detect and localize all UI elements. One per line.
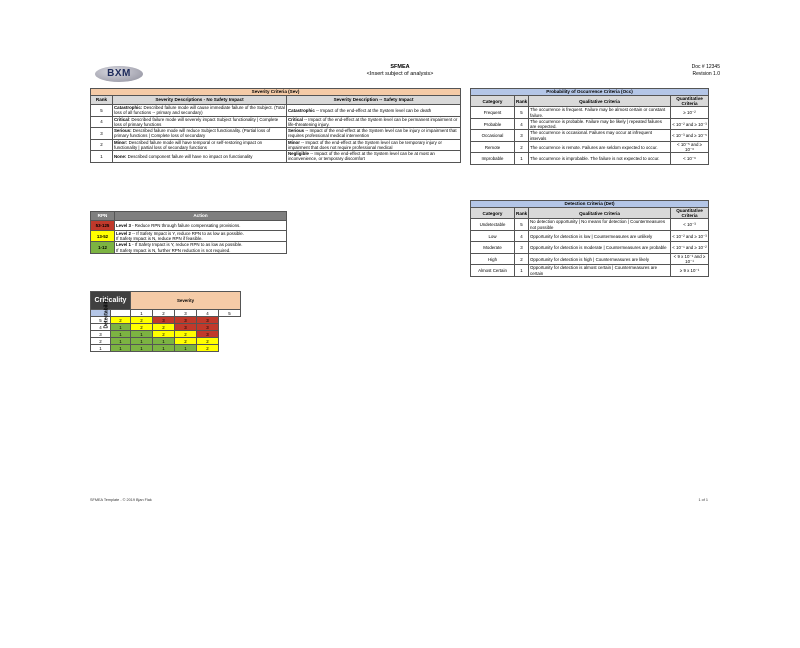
occurrence-row [471,107,709,119]
severity-term: None: [114,153,127,159]
doc-number: Doc # 12345 [691,64,720,70]
detection-title: Detection Criteria (Det) [471,201,709,208]
occurrence-category: Improbable [471,153,515,165]
severity-rows [91,105,461,163]
criticality-cell: 3 [175,317,197,324]
occurrence-rank: 5 [515,107,529,119]
footer-copyright: SFMEA Template - © 2019 Bjan Flak [90,498,152,502]
criticality-cell: 2 [153,324,175,331]
detection-table [470,200,709,277]
occurrence-col-qual: Qualitative Criteria [529,96,671,107]
severity-term: Minor [288,139,300,145]
severity-row [91,128,461,140]
severity-col-number: 5 [219,310,241,317]
criticality-cell: 1 [131,345,153,352]
rpn-col-rpn: RPN [91,212,115,221]
occurrence-category: Occasional [471,130,515,142]
severity-no-safety-desc [113,151,287,163]
document-subtitle: <Insert subject of analysis> [366,71,434,77]
detection-category: Almost Certain [471,265,515,277]
criticality-title: Criticality [91,292,131,310]
detection-quantitative: < 9 x 10⁻¹ and ≥ 10⁻¹ [671,253,709,265]
criticality-rows [91,317,241,352]
criticality-cell: 2 [111,317,131,324]
criticality-cell: 1 [111,345,131,352]
occurrence-rank: 4 [515,118,529,130]
severity-col-rank: Rank [91,96,113,105]
severity-no-safety-desc [113,128,287,140]
detection-category: High [471,253,515,265]
severity-term: Minor: [114,139,128,145]
rpn-action [115,231,287,242]
severity-term: Catastrophic: [114,105,143,111]
occurrence-qualitative: The occurrence is improbable. The failure is not expected to occur. [529,153,671,165]
occurrence-rank: 3 [515,130,529,142]
detectability-label: Detectability [91,310,111,317]
severity-rank: 1 [91,151,113,163]
severity-term: Critical [288,116,303,122]
criticality-cell: 1 [111,338,131,345]
occurrence-col-category: Category [471,96,515,107]
severity-col-number: 1 [131,310,153,317]
detectability-row-number: 5 [91,317,111,324]
criticality-row [91,338,241,345]
severity-text: : Described failure mode will severely impact Subject functionality | Complete loss of primary functions [114,116,279,127]
document-header [300,64,500,78]
detection-qualitative: Opportunity for detection is low | Countermeasures are unlikely [529,230,671,242]
rpn-level: Level 1 [116,242,131,248]
criticality-cell: 3 [197,324,219,331]
criticality-row [91,331,241,338]
occurrence-quantitative: < 10⁻⁶ [671,153,709,165]
criticality-row [91,345,241,352]
rpn-action-text: -- If Safety Impact is Y, reduce RPN to as low as possible. [130,231,244,236]
severity-title: Severity Criteria (Sev) [91,89,461,96]
criticality-cell: 1 [175,345,197,352]
detection-qualitative: Opportunity for detection is high | Countermeasures are likely [529,253,671,265]
severity-no-safety-desc [113,116,287,128]
severity-text: -- Impact of the end-effect at the System level can be at most an inconvenience, or temporary discomfort [288,151,435,162]
detection-rank: 4 [515,230,529,242]
detection-row [471,230,709,242]
detection-rank: 3 [515,242,529,254]
detection-quantitative: < 10⁻² and ≥ 10⁻³ [671,230,709,242]
rpn-col-action: Action [115,212,287,221]
rpn-action-text: - Reduce RPN through failure compensating provisions. [130,222,241,228]
severity-term: Critical [114,116,129,122]
severity-term: Serious [288,128,305,134]
occurrence-col-rank: Rank [515,96,529,107]
criticality-cell: 3 [197,317,219,324]
criticality-cell: 1 [153,338,175,345]
severity-rank: 3 [91,128,113,140]
severity-term: Negligible [288,151,309,157]
rpn-level: Level 2 [116,231,131,236]
detection-quantitative: ≥ 9 x 10⁻¹ [671,265,709,277]
severity-col-number: 4 [197,310,219,317]
criticality-severity-label: Severity [131,292,241,310]
severity-safety-desc [287,116,461,128]
occurrence-row [471,118,709,130]
severity-col-number: 3 [175,310,197,317]
criticality-cell: 1 [131,338,153,345]
detection-col-category: Category [471,208,515,219]
criticality-cell: 1 [153,345,175,352]
footer-page: 1 of 1 [698,498,708,502]
occurrence-rank: 2 [515,141,529,153]
severity-row [91,151,461,163]
rpn-row [91,242,287,253]
detection-category: Moderate [471,242,515,254]
severity-no-safety-desc [113,139,287,151]
occurrence-row [471,153,709,165]
detectability-row-number: 1 [91,345,111,352]
detection-quantitative: < 10⁻¹ and ≥ 10⁻² [671,242,709,254]
occurrence-category: Probable [471,118,515,130]
criticality-row [91,317,241,324]
criticality-cell: 2 [175,331,197,338]
criticality-cell: 1 [131,331,153,338]
rpn-action [115,242,287,253]
detection-rows [471,219,709,277]
severity-safety-desc [287,105,461,117]
criticality-cell: 3 [153,317,175,324]
occurrence-title: Probability of Occurrence Criteria (Occ) [471,89,709,96]
rpn-row [91,221,287,231]
detectability-row-number: 3 [91,331,111,338]
occurrence-qualitative: The occurrence is occasional. Failures may occur at infrequent intervals [529,130,671,142]
rpn-action-text: - If Safety Impact is Y, reduce RPN to as low as possible. [130,242,243,248]
severity-text: Described failure mode will reduce Subject functionality. (Partial loss of primary functions | Complete loss of secondary [114,128,271,139]
severity-text: Described failure mode will have temporal or self-restoring impact on functionality | partial loss of secondary functions [114,139,263,150]
criticality-cell: 1 [111,324,131,331]
rpn-row [91,231,287,242]
rpn-action-text-2: If Safety Impact is N, reduce RPN if feasible. [116,236,203,242]
severity-rank: 5 [91,105,113,117]
occurrence-col-quant: Quantitative Criteria [671,96,709,107]
criticality-cell: 2 [131,324,153,331]
detection-qualitative: Opportunity for detection is almost certain | Countermeasures are certain [529,265,671,277]
severity-safety-desc [287,128,461,140]
occurrence-qualitative: The occurrence is probable. Failure may be likely | repeated failures are expected. [529,118,671,130]
detection-quantitative: < 10⁻³ [671,219,709,231]
severity-term: Serious: [114,128,132,134]
criticality-matrix [90,291,241,352]
severity-col-number: 2 [153,310,175,317]
detectability-row-number: 2 [91,338,111,345]
severity-col-no-safety: Severity Descriptions - No Safety Impact [113,96,287,105]
severity-row [91,139,461,151]
rpn-range: 1-12 [91,242,115,253]
rpn-table [90,211,287,254]
severity-safety-desc [287,139,461,151]
rpn-rows [91,221,287,254]
detection-rank: 1 [515,265,529,277]
detection-rank: 5 [515,219,529,231]
detection-rank: 2 [515,253,529,265]
criticality-cell: 2 [153,331,175,338]
occurrence-quantitative: ≥ 10⁻² [671,107,709,119]
detection-qualitative: No detection opportunity | No means for detection | Countermeasures not possible [529,219,671,231]
rpn-action [115,221,287,231]
severity-text: Described component failure will have no impact on functionality [126,153,253,159]
occurrence-quantitative: < 10⁻⁵ and ≥ 10⁻⁶ [671,141,709,153]
criticality-cell: 1 [111,331,131,338]
detection-col-qual: Qualitative Criteria [529,208,671,219]
criticality-cell: 2 [197,338,219,345]
severity-rank: 2 [91,139,113,151]
revision: Revision 1.0 [692,71,720,77]
severity-term: Catastrophic [288,107,315,113]
bxm-logo: BXM [95,66,143,82]
occurrence-rank: 1 [515,153,529,165]
detection-col-rank: Rank [515,208,529,219]
criticality-cell: 2 [131,317,153,324]
detection-row [471,253,709,265]
severity-text: -- Impact of the end-effect at the System level can be death [314,107,432,113]
occurrence-quantitative: < 10⁻² and ≥ 10⁻³ [671,118,709,130]
criticality-cell: 2 [175,338,197,345]
occurrence-row [471,130,709,142]
rpn-level: Level 3 [116,222,131,228]
occurrence-rows [471,107,709,165]
severity-rank: 4 [91,116,113,128]
occurrence-quantitative: < 10⁻³ and ≥ 10⁻⁵ [671,130,709,142]
severity-text: Described failure mode will cause immediate failure of the Subject. (Total loss of all functions -- primary and secondary) [114,105,285,116]
severity-no-safety-desc [113,105,287,117]
detection-qualitative: Opportunity for detection is moderate | Countermeasures are probable [529,242,671,254]
rpn-range: 13-52 [91,231,115,242]
detectability-row-number: 4 [91,324,111,331]
occurrence-category: Frequent [471,107,515,119]
severity-row [91,116,461,128]
occurrence-category: Remote [471,141,515,153]
detection-row [471,265,709,277]
rpn-action-text-2: If Safety Impact is N, further RPN reduction is not required. [116,247,231,253]
document-title: SFMEA [390,64,410,70]
detection-row [471,242,709,254]
document-meta [660,64,720,78]
detection-category: Low [471,230,515,242]
detection-category: Undetectable [471,219,515,231]
criticality-cell: 3 [175,324,197,331]
severity-text: -- Impact of the end-effect at the System level can be injury or impairment that requires professional medical intervention [288,128,457,139]
detection-row [471,219,709,231]
severity-text: -- Impact of the end-effect at the System level can be temporary injury or impairment that does not require professional medical [288,139,442,150]
criticality-corner [111,310,131,317]
criticality-row [91,324,241,331]
severity-col-safety: Severity Description -- Safety Impact [287,96,461,105]
occurrence-row [471,141,709,153]
criticality-cell: 3 [197,331,219,338]
severity-safety-desc [287,151,461,163]
criticality-cell: 2 [197,345,219,352]
severity-row [91,105,461,117]
occurrence-qualitative: The occurrence is remote. Failures are seldom expected to occur. [529,141,671,153]
severity-table [90,88,461,163]
detection-col-quant: Quantitative Criteria [671,208,709,219]
rpn-range: 53-125 [91,221,115,231]
severity-text: -- Impact of the end-effect at the System level can be permanent impairment or life-threatening injury. [288,116,458,127]
occurrence-table [470,88,709,165]
occurrence-qualitative: The occurrence is frequent. Failure may be almost certain or constant failure. [529,107,671,119]
